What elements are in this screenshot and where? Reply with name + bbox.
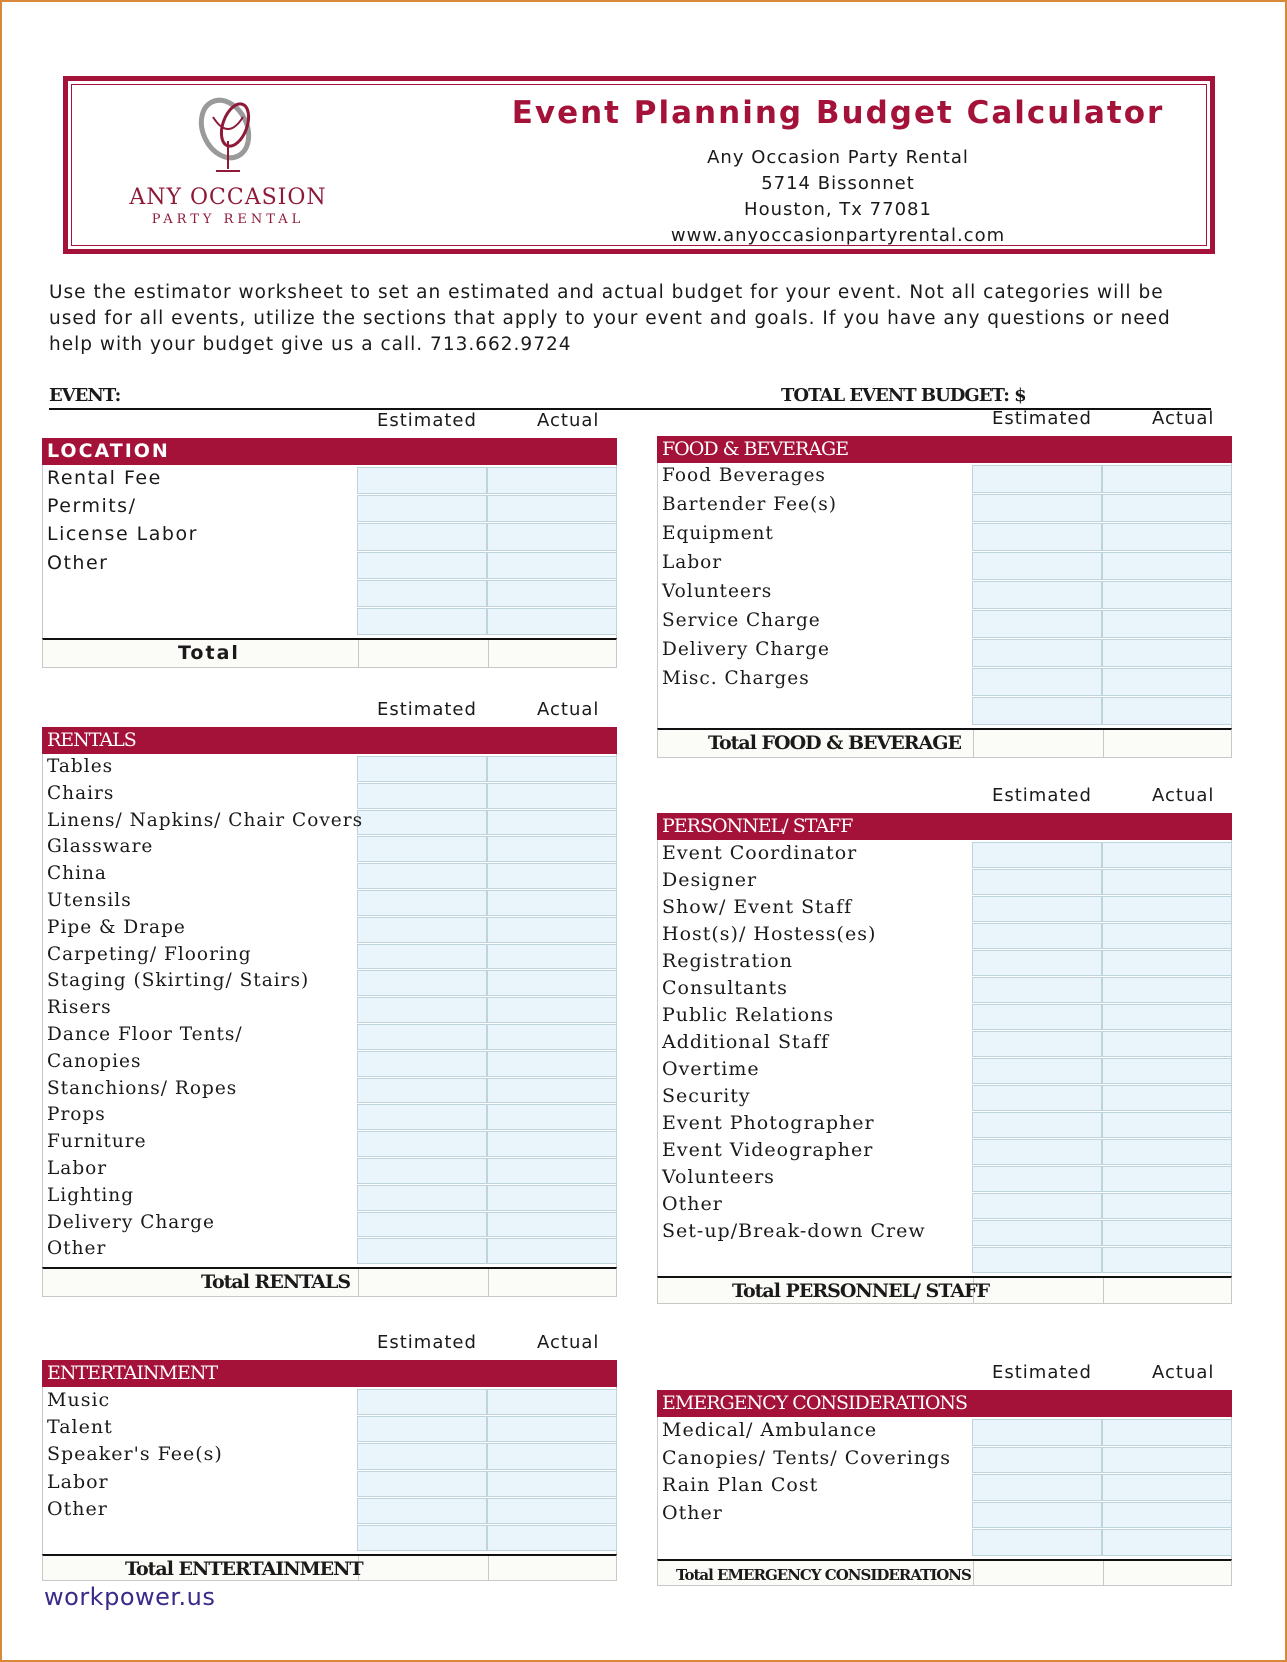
actual-column-header: Actual [1152, 785, 1215, 806]
rentals-estimated-cell[interactable] [357, 890, 487, 916]
rentals-estimated-cell[interactable] [357, 1131, 487, 1157]
rentals-item-label: Lighting [47, 1184, 135, 1206]
food-estimated-cell[interactable] [972, 465, 1102, 493]
entertainment-actual-cell[interactable] [487, 1443, 617, 1469]
rentals-item-label: Staging (Skirting/ Stairs) [47, 970, 310, 992]
rentals-actual-cell[interactable] [487, 836, 617, 862]
actual-column-header: Actual [537, 410, 600, 431]
rentals-actual-cell[interactable] [487, 756, 617, 782]
food-item-label: Food Beverages [662, 465, 826, 486]
location-item-label: Other [47, 551, 109, 574]
company-logo [128, 89, 328, 239]
rentals-estimated-cell[interactable] [357, 1212, 487, 1238]
food-estimated-cell[interactable] [972, 668, 1102, 696]
food-total-row [657, 728, 1232, 758]
personnel-item-label: Other [662, 1193, 723, 1215]
rentals-estimated-cell[interactable] [357, 917, 487, 943]
food-item-label: Bartender Fee(s) [662, 494, 837, 515]
entertainment-estimated-cell[interactable] [357, 1389, 487, 1415]
rentals-actual-cell[interactable] [487, 1104, 617, 1130]
rentals-actual-cell[interactable] [487, 997, 617, 1023]
rentals-actual-cell[interactable] [487, 783, 617, 809]
rentals-item-label: Linens/ Napkins/ Chair Covers [47, 809, 364, 831]
logo-subtitle: PARTY RENTAL [151, 212, 305, 227]
personnel-item-label: Host(s)/ Hostess(es) [662, 923, 877, 945]
emergency-item-label: Rain Plan Cost [662, 1474, 819, 1497]
rentals-item-label: Utensils [47, 890, 132, 911]
estimated-column-header: Estimated [377, 699, 477, 720]
company-name: Any Occasion Party Rental [707, 147, 969, 168]
rentals-estimated-cell[interactable] [357, 944, 487, 970]
entertainment-estimated-cell[interactable] [357, 1525, 487, 1551]
entertainment-actual-cell[interactable] [487, 1389, 617, 1415]
rentals-estimated-cell[interactable] [357, 756, 487, 782]
rentals-item-label: Other [47, 1238, 107, 1260]
entertainment-actual-cell[interactable] [487, 1498, 617, 1524]
food-estimated-cell[interactable] [972, 639, 1102, 667]
personnel-item-label: Event Photographer [662, 1112, 875, 1134]
entertainment-item-label: Other [47, 1497, 108, 1520]
personnel-item-label: Show/ Event Staff [662, 896, 853, 918]
location-estimated-cell[interactable] [357, 523, 487, 550]
estimated-column-header: Estimated [992, 408, 1092, 429]
personnel-item-label: Consultants [662, 977, 788, 999]
personnel-actual-cell[interactable] [1102, 1058, 1232, 1084]
personnel-estimated-cell[interactable] [972, 1166, 1102, 1192]
location-actual-cell[interactable] [487, 580, 617, 607]
rentals-actual-cell[interactable] [487, 1051, 617, 1077]
food-estimated-cell[interactable] [972, 610, 1102, 638]
personnel-actual-cell[interactable] [1102, 1031, 1232, 1057]
location-estimated-cell[interactable] [357, 467, 487, 494]
personnel-actual-cell[interactable] [1102, 1193, 1232, 1219]
rentals-actual-cell[interactable] [487, 1078, 617, 1104]
rentals-estimated-cell[interactable] [357, 1024, 487, 1050]
location-estimated-cell[interactable] [357, 552, 487, 579]
emergency-actual-cell[interactable] [1102, 1419, 1232, 1446]
personnel-total-cell[interactable] [1103, 1278, 1233, 1303]
personnel-estimated-cell[interactable] [972, 1193, 1102, 1219]
food-actual-cell[interactable] [1102, 697, 1232, 725]
estimated-column-header: Estimated [377, 410, 477, 431]
emergency-total-cell[interactable] [973, 1561, 1103, 1585]
personnel-actual-cell[interactable] [1102, 1085, 1232, 1111]
location-item-label: Permits/ [47, 495, 137, 518]
location-estimated-cell[interactable] [357, 495, 487, 522]
emergency-estimated-cell[interactable] [972, 1502, 1102, 1529]
food-actual-cell[interactable] [1102, 668, 1232, 696]
entertainment-title-bar: ENTERTAINMENT [42, 1360, 617, 1387]
personnel-actual-cell[interactable] [1102, 1247, 1232, 1273]
personnel-actual-cell[interactable] [1102, 977, 1232, 1003]
rentals-total-row [42, 1267, 617, 1297]
location-total-row [42, 638, 617, 668]
food-estimated-cell[interactable] [972, 494, 1102, 522]
personnel-actual-cell[interactable] [1102, 896, 1232, 922]
company-address [498, 145, 1178, 249]
rentals-item-label: Labor [47, 1158, 108, 1179]
company-website: www.anyoccasionpartyrental.com [670, 225, 1006, 246]
personnel-estimated-cell[interactable] [972, 842, 1102, 868]
food-estimated-cell[interactable] [972, 697, 1102, 725]
food-item-label: Service Charge [662, 610, 821, 631]
rentals-item-label: Carpeting/ Flooring [47, 943, 252, 965]
rentals-item-label: Dance Floor Tents/ [47, 1024, 243, 1045]
watermark: workpower.us [44, 1583, 216, 1611]
emergency-estimated-cell[interactable] [972, 1419, 1102, 1446]
event-row [49, 384, 1211, 410]
food-total-cell[interactable] [1103, 730, 1233, 757]
rentals-estimated-cell[interactable] [357, 1158, 487, 1184]
emergency-actual-cell[interactable] [1102, 1529, 1232, 1556]
rentals-item-label: Chairs [47, 782, 115, 804]
rentals-item-label: Risers [47, 997, 112, 1019]
rentals-actual-cell[interactable] [487, 1212, 617, 1238]
rentals-item-label: Props [47, 1104, 106, 1126]
rentals-item-label: Delivery Charge [47, 1211, 215, 1233]
personnel-total-cell[interactable] [973, 1278, 1103, 1303]
rentals-total-label: Total RENTALS [201, 1271, 351, 1294]
personnel-item-label: Overtime [662, 1058, 760, 1080]
personnel-item-label: Additional Staff [662, 1031, 829, 1053]
location-item-label: Rental Fee [47, 467, 162, 489]
food-estimated-cell[interactable] [972, 581, 1102, 609]
personnel-total-row [657, 1276, 1232, 1304]
personnel-actual-cell[interactable] [1102, 1139, 1232, 1165]
company-city: Houston, Tx 77081 [744, 199, 932, 220]
entertainment-total-cell[interactable] [358, 1556, 488, 1580]
personnel-total-label: Total PERSONNEL/ STAFF [732, 1280, 990, 1302]
location-actual-cell[interactable] [487, 467, 617, 494]
food-item-label: Labor [662, 552, 723, 573]
location-actual-cell[interactable] [487, 608, 617, 635]
entertainment-total-label: Total ENTERTAINMENT [125, 1558, 363, 1581]
food-item-label: Delivery Charge [662, 639, 830, 660]
emergency-estimated-cell[interactable] [972, 1447, 1102, 1474]
personnel-item-label: Volunteers [662, 1166, 775, 1188]
rentals-actual-cell[interactable] [487, 970, 617, 996]
personnel-estimated-cell[interactable] [972, 1112, 1102, 1138]
food-total-label: Total FOOD & BEVERAGE [708, 732, 962, 754]
personnel-actual-cell[interactable] [1102, 869, 1232, 895]
personnel-actual-cell[interactable] [1102, 1112, 1232, 1138]
location-estimated-cell[interactable] [357, 608, 487, 635]
personnel-estimated-cell[interactable] [972, 1247, 1102, 1273]
rentals-estimated-cell[interactable] [357, 997, 487, 1023]
logo-name: ANY OCCASION [129, 185, 327, 210]
personnel-item-label: Registration [662, 950, 793, 972]
entertainment-actual-cell[interactable] [487, 1416, 617, 1442]
location-actual-cell[interactable] [487, 495, 617, 522]
personnel-estimated-cell[interactable] [972, 1220, 1102, 1246]
intro-line: Use the estimator worksheet to set an estimated and actual budget for your event. Not all categories will be [49, 282, 1164, 303]
personnel-item-label: Public Relations [662, 1004, 835, 1026]
actual-column-header: Actual [1152, 1362, 1215, 1383]
rentals-total-cell[interactable] [358, 1269, 488, 1296]
rentals-estimated-cell[interactable] [357, 863, 487, 889]
emergency-total-cell[interactable] [1103, 1561, 1233, 1585]
emergency-total-row [657, 1559, 1232, 1586]
personnel-title-bar: PERSONNEL/ STAFF [657, 813, 1232, 840]
company-street: 5714 Bissonnet [761, 173, 915, 194]
food-estimated-cell[interactable] [972, 552, 1102, 580]
food-actual-cell[interactable] [1102, 494, 1232, 522]
personnel-estimated-cell[interactable] [972, 1085, 1102, 1111]
rentals-actual-cell[interactable] [487, 810, 617, 836]
intro-line: help with your budget give us a call. 713.662.9724 [49, 334, 572, 355]
rentals-item-label: China [47, 863, 107, 885]
personnel-estimated-cell[interactable] [972, 977, 1102, 1003]
total-event-budget-label: TOTAL EVENT BUDGET: $ [781, 385, 1026, 406]
estimated-column-header: Estimated [992, 785, 1092, 806]
personnel-item-label: Event Coordinator [662, 842, 858, 864]
personnel-item-label: Designer [662, 869, 758, 891]
personnel-estimated-cell[interactable] [972, 1058, 1102, 1084]
rentals-actual-cell[interactable] [487, 1238, 617, 1264]
food-actual-cell[interactable] [1102, 523, 1232, 551]
food-actual-cell[interactable] [1102, 465, 1232, 493]
personnel-estimated-cell[interactable] [972, 1004, 1102, 1030]
emergency-title-bar: EMERGENCY CONSIDERATIONS [657, 1390, 1232, 1417]
food-actual-cell[interactable] [1102, 552, 1232, 580]
event-label: EVENT: [49, 385, 121, 406]
personnel-actual-cell[interactable] [1102, 1166, 1232, 1192]
rentals-actual-cell[interactable] [487, 863, 617, 889]
food-actual-cell[interactable] [1102, 581, 1232, 609]
rentals-actual-cell[interactable] [487, 890, 617, 916]
location-estimated-cell[interactable] [357, 580, 487, 607]
page-title: Event Planning Budget Calculator [511, 95, 1165, 131]
rentals-actual-cell[interactable] [487, 1024, 617, 1050]
rentals-actual-cell[interactable] [487, 1185, 617, 1211]
entertainment-total-cell[interactable] [488, 1556, 618, 1580]
rentals-total-cell[interactable] [488, 1269, 618, 1296]
personnel-item-label: Security [662, 1085, 751, 1107]
estimated-column-header: Estimated [377, 1332, 477, 1353]
rentals-estimated-cell[interactable] [357, 1185, 487, 1211]
entertainment-estimated-cell[interactable] [357, 1471, 487, 1497]
rentals-item-label: Canopies [47, 1050, 142, 1072]
location-item-label: License Labor [47, 523, 198, 546]
emergency-total-label: Total EMERGENCY CONSIDERATIONS [676, 1566, 971, 1584]
personnel-actual-cell[interactable] [1102, 950, 1232, 976]
location-actual-cell[interactable] [487, 523, 617, 550]
personnel-estimated-cell[interactable] [972, 869, 1102, 895]
rentals-item-label: Pipe & Drape [47, 916, 186, 938]
location-actual-cell[interactable] [487, 552, 617, 579]
food-actual-cell[interactable] [1102, 639, 1232, 667]
personnel-estimated-cell[interactable] [972, 950, 1102, 976]
entertainment-item-label: Talent [47, 1416, 113, 1439]
rentals-actual-cell[interactable] [487, 1158, 617, 1184]
entertainment-item-label: Music [47, 1389, 111, 1411]
personnel-actual-cell[interactable] [1102, 842, 1232, 868]
rentals-estimated-cell[interactable] [357, 1104, 487, 1130]
entertainment-item-label: Labor [47, 1470, 109, 1493]
rentals-actual-cell[interactable] [487, 1131, 617, 1157]
rentals-estimated-cell[interactable] [357, 1078, 487, 1104]
estimated-column-header: Estimated [992, 1362, 1092, 1383]
entertainment-estimated-cell[interactable] [357, 1416, 487, 1442]
rentals-estimated-cell[interactable] [357, 836, 487, 862]
food-estimated-cell[interactable] [972, 523, 1102, 551]
personnel-actual-cell[interactable] [1102, 1220, 1232, 1246]
rentals-item-label: Tables [47, 756, 114, 777]
food-item-label: Misc. Charges [662, 668, 810, 689]
emergency-actual-cell[interactable] [1102, 1447, 1232, 1474]
emergency-item-label: Canopies/ Tents/ Coverings [662, 1446, 951, 1469]
food-item-label: Equipment [662, 523, 774, 544]
food-total-cell[interactable] [973, 730, 1103, 757]
personnel-actual-cell[interactable] [1102, 1004, 1232, 1030]
actual-column-header: Actual [537, 699, 600, 720]
personnel-estimated-cell[interactable] [972, 896, 1102, 922]
emergency-actual-cell[interactable] [1102, 1502, 1232, 1529]
food-title-bar: FOOD & BEVERAGE [657, 436, 1232, 463]
entertainment-actual-cell[interactable] [487, 1471, 617, 1497]
location-total-label: Total [178, 642, 240, 665]
emergency-actual-cell[interactable] [1102, 1474, 1232, 1501]
location-total-cell[interactable] [488, 640, 618, 667]
personnel-item-label: Set-up/Break-down Crew [662, 1220, 926, 1242]
rentals-item-label: Furniture [47, 1131, 147, 1153]
entertainment-estimated-cell[interactable] [357, 1443, 487, 1469]
entertainment-estimated-cell[interactable] [357, 1498, 487, 1524]
rentals-item-label: Stanchions/ Ropes [47, 1077, 238, 1099]
entertainment-total-row [42, 1554, 617, 1581]
rentals-estimated-cell[interactable] [357, 783, 487, 809]
emergency-estimated-cell[interactable] [972, 1529, 1102, 1556]
entertainment-actual-cell[interactable] [487, 1525, 617, 1551]
personnel-actual-cell[interactable] [1102, 923, 1232, 949]
emergency-item-label: Other [662, 1501, 723, 1524]
rentals-actual-cell[interactable] [487, 917, 617, 943]
rentals-actual-cell[interactable] [487, 944, 617, 970]
personnel-estimated-cell[interactable] [972, 1031, 1102, 1057]
rentals-title-bar: RENTALS [42, 727, 617, 754]
personnel-item-label: Event Videographer [662, 1139, 874, 1161]
intro-line: used for all events, utilize the sections that apply to your event and goals. If you have any questions or need [49, 308, 1171, 329]
actual-column-header: Actual [1152, 408, 1215, 429]
actual-column-header: Actual [537, 1332, 600, 1353]
food-item-label: Volunteers [662, 581, 773, 602]
entertainment-item-label: Speaker's Fee(s) [47, 1443, 223, 1466]
rentals-estimated-cell[interactable] [357, 1238, 487, 1264]
rentals-estimated-cell[interactable] [357, 970, 487, 996]
emergency-item-label: Medical/ Ambulance [662, 1419, 878, 1441]
glass-logo-icon [183, 89, 273, 179]
location-title-bar: LOCATION [42, 438, 617, 465]
rentals-estimated-cell[interactable] [357, 1051, 487, 1077]
intro-text [49, 280, 1249, 358]
rentals-estimated-cell[interactable] [357, 810, 487, 836]
food-actual-cell[interactable] [1102, 610, 1232, 638]
personnel-estimated-cell[interactable] [972, 1139, 1102, 1165]
header-box [63, 76, 1215, 254]
location-total-cell[interactable] [358, 640, 488, 667]
emergency-estimated-cell[interactable] [972, 1474, 1102, 1501]
rentals-item-label: Glassware [47, 836, 154, 858]
personnel-estimated-cell[interactable] [972, 923, 1102, 949]
